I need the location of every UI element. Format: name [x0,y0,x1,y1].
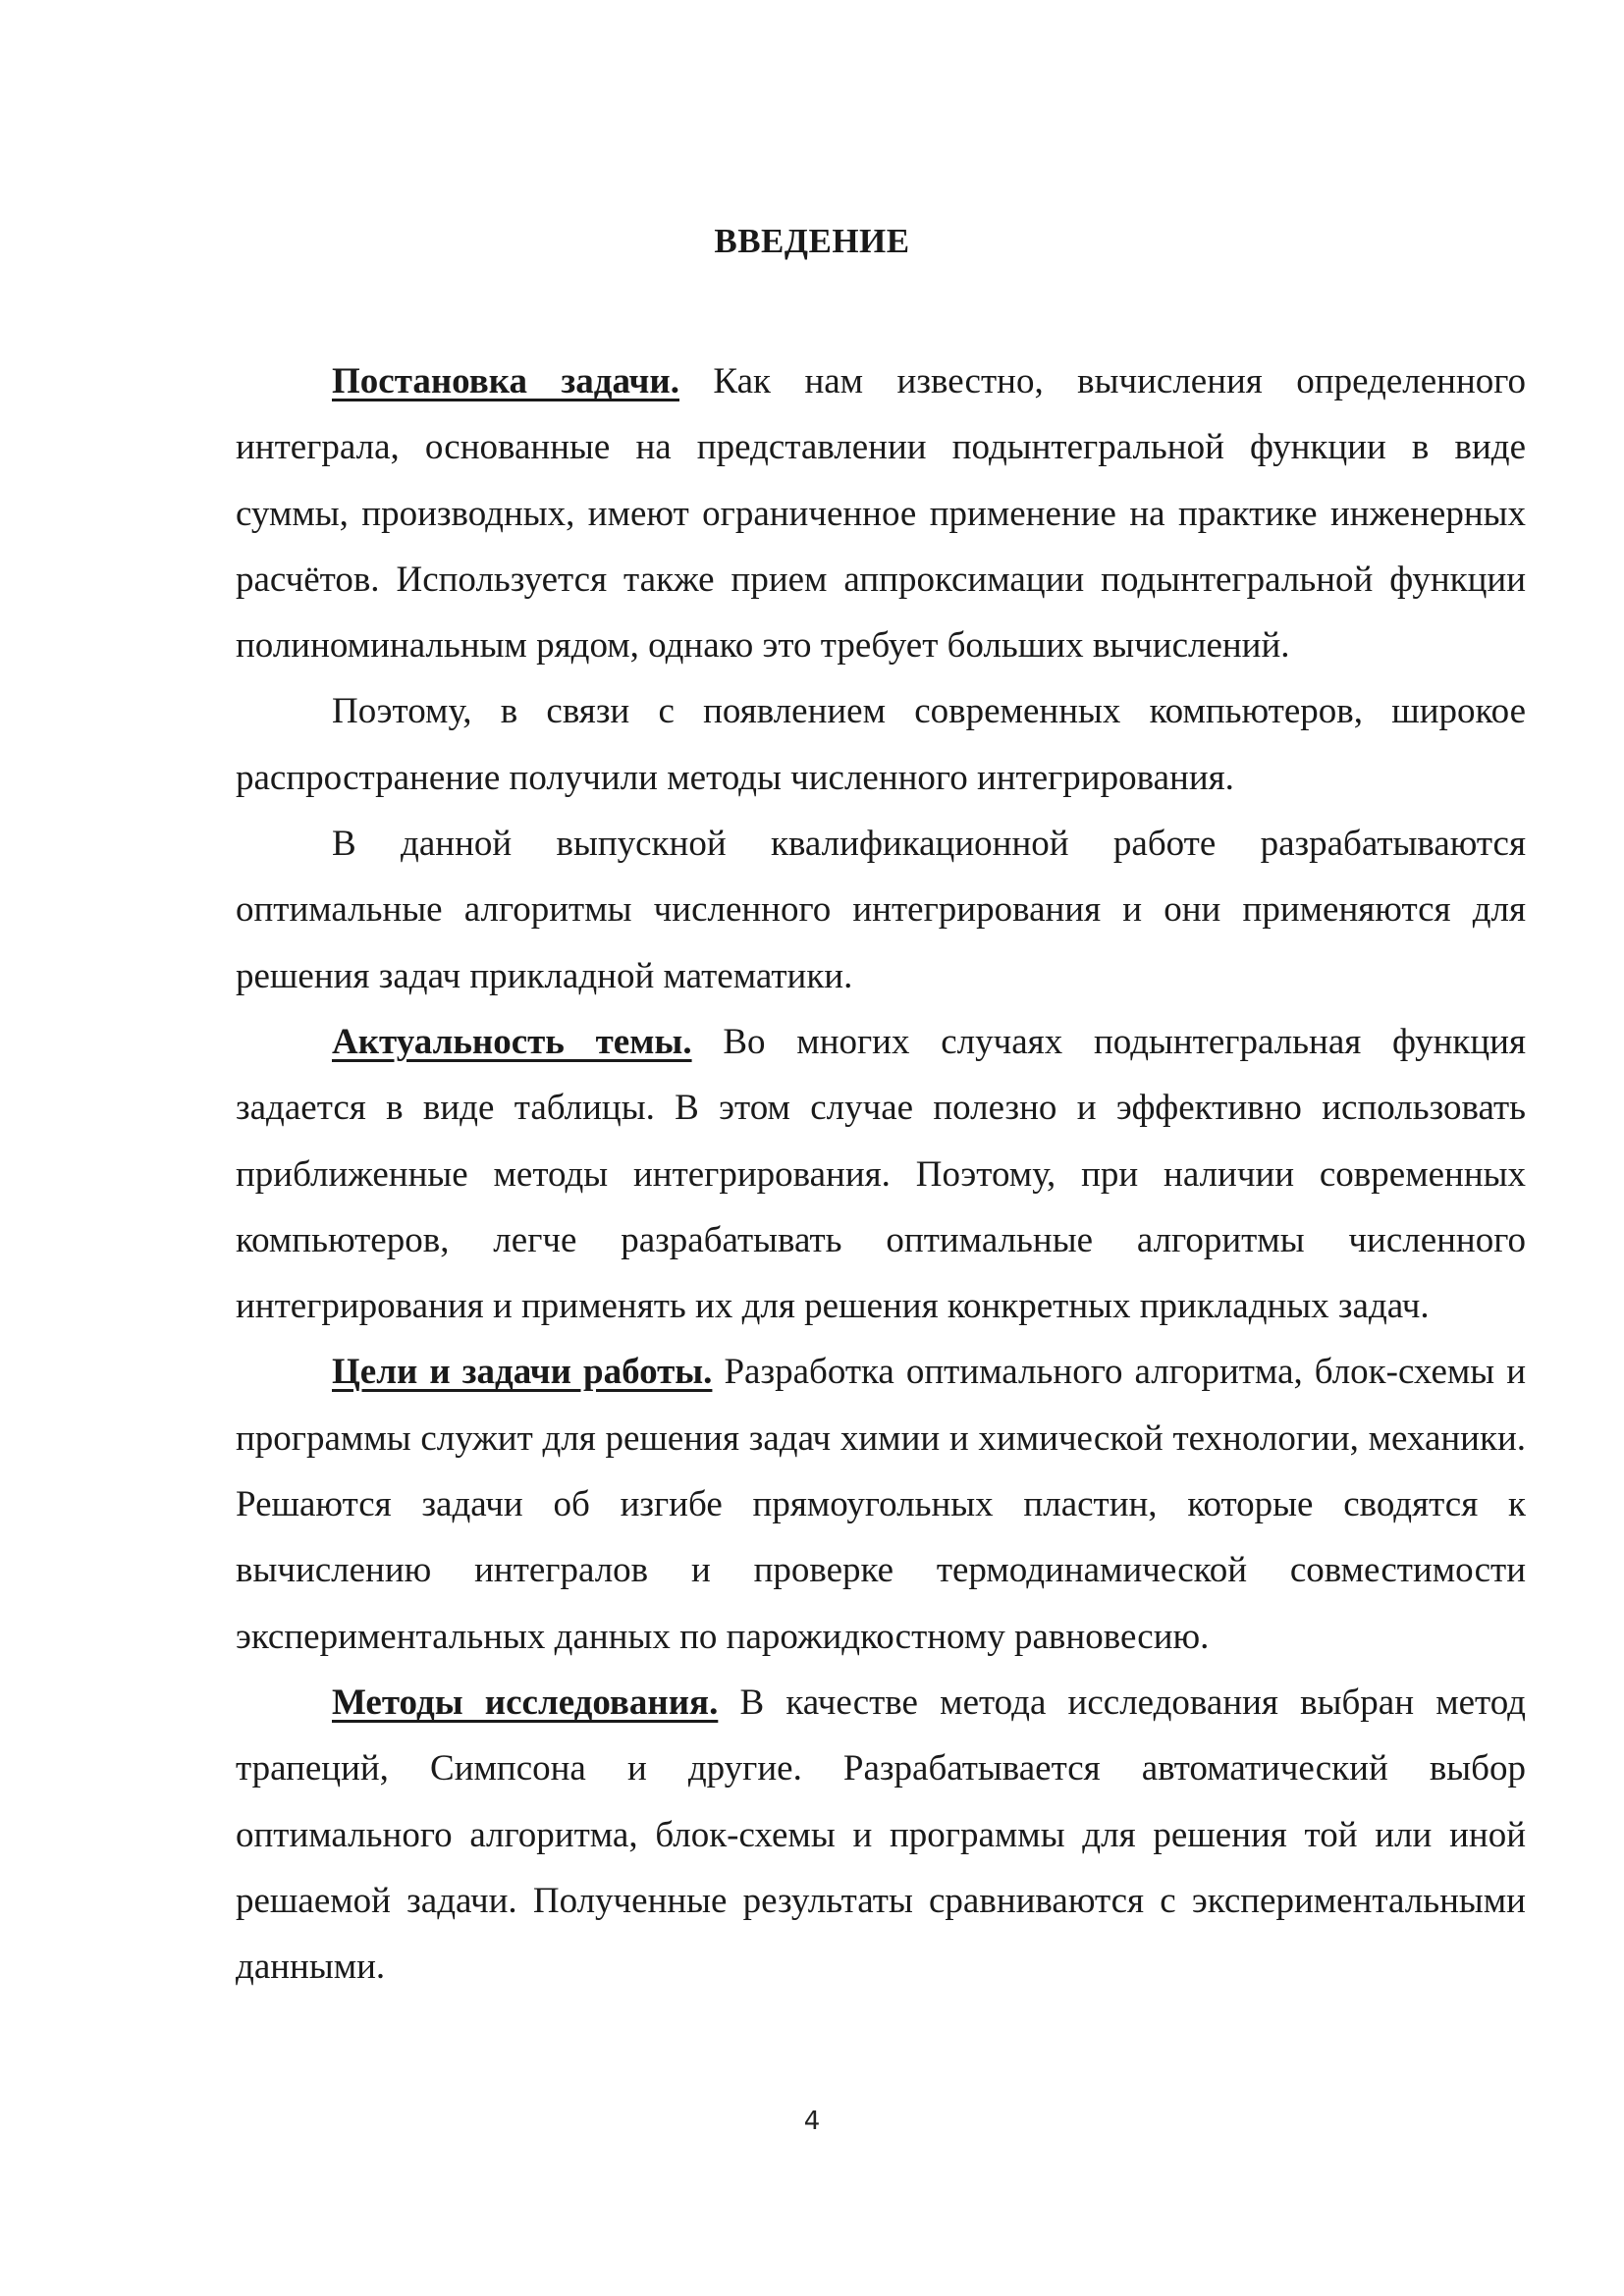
paragraph-text: Поэтому, в связи с появлением современных компьютеров, широкое распространение получили методы численного интегрирования. [236,691,1526,798]
paragraph-lead: Методы исследования. [332,1682,719,1723]
paragraph-text: В данной выпускной квалификационной работе разрабатываются оптимальные алгоритмы численного интегрирования и они применяются для решения задач прикладной математики. [236,824,1526,996]
page-number: 4 [803,2107,821,2136]
body-text [236,348,1526,2000]
paragraph-lead: Актуальность темы. [332,1021,692,1062]
paragraph-numerical-methods [236,678,1526,811]
paragraph-methods [236,1670,1526,2000]
paragraph-goals [236,1339,1526,1669]
paragraph-lead: Цели и задачи работы. [332,1352,713,1393]
paragraph-relevance [236,1009,1526,1339]
paragraph-text: Во многих случаях подынтегральная функция задается в виде таблицы. В этом случае полезно и эффективно использовать приближенные методы интегрирования. Поэтому, при наличии современных компьютеров, легче разрабатывать оптимальные алгоритмы численного интегрирования и применять их для решения конкретных прикладных задач. [236,1021,1526,1327]
section-title: ВВЕДЕНИЕ [714,222,910,260]
paragraph-text: Разработка оптимального алгоритма, блок-схемы и программы служит для решения задач химии и химической технологии, механики. Решаются задачи об изгибе прямоугольных пластин, которые сводятся к вычислению интегралов и проверке термодинамической совместимости экспериментальных данных по парожидкостному равновесию. [236,1352,1526,1657]
paragraph-problem-statement [236,348,1526,678]
paragraph-text: В качестве метода исследования выбран метод трапеций, Симпсона и другие. Разрабатывается автоматический выбор оптимального алгоритма, блок-схемы и программы для решения той или иной решаемой задачи. Полученные результаты сравниваются с экспериментальными данными. [236,1682,1526,1988]
paragraph-thesis-scope [236,811,1526,1009]
paragraph-lead: Постановка задачи. [332,361,679,401]
paragraph-text: Как нам известно, вычисления определенного интеграла, основанные на представлении подынтегральной функции в виде суммы, производных, имеют ограниченное применение на практике инженерных расчётов. Используется также прием аппроксимации подынтегральной функции полиноминальным рядом, однако это требует больших вычислений. [236,361,1526,667]
